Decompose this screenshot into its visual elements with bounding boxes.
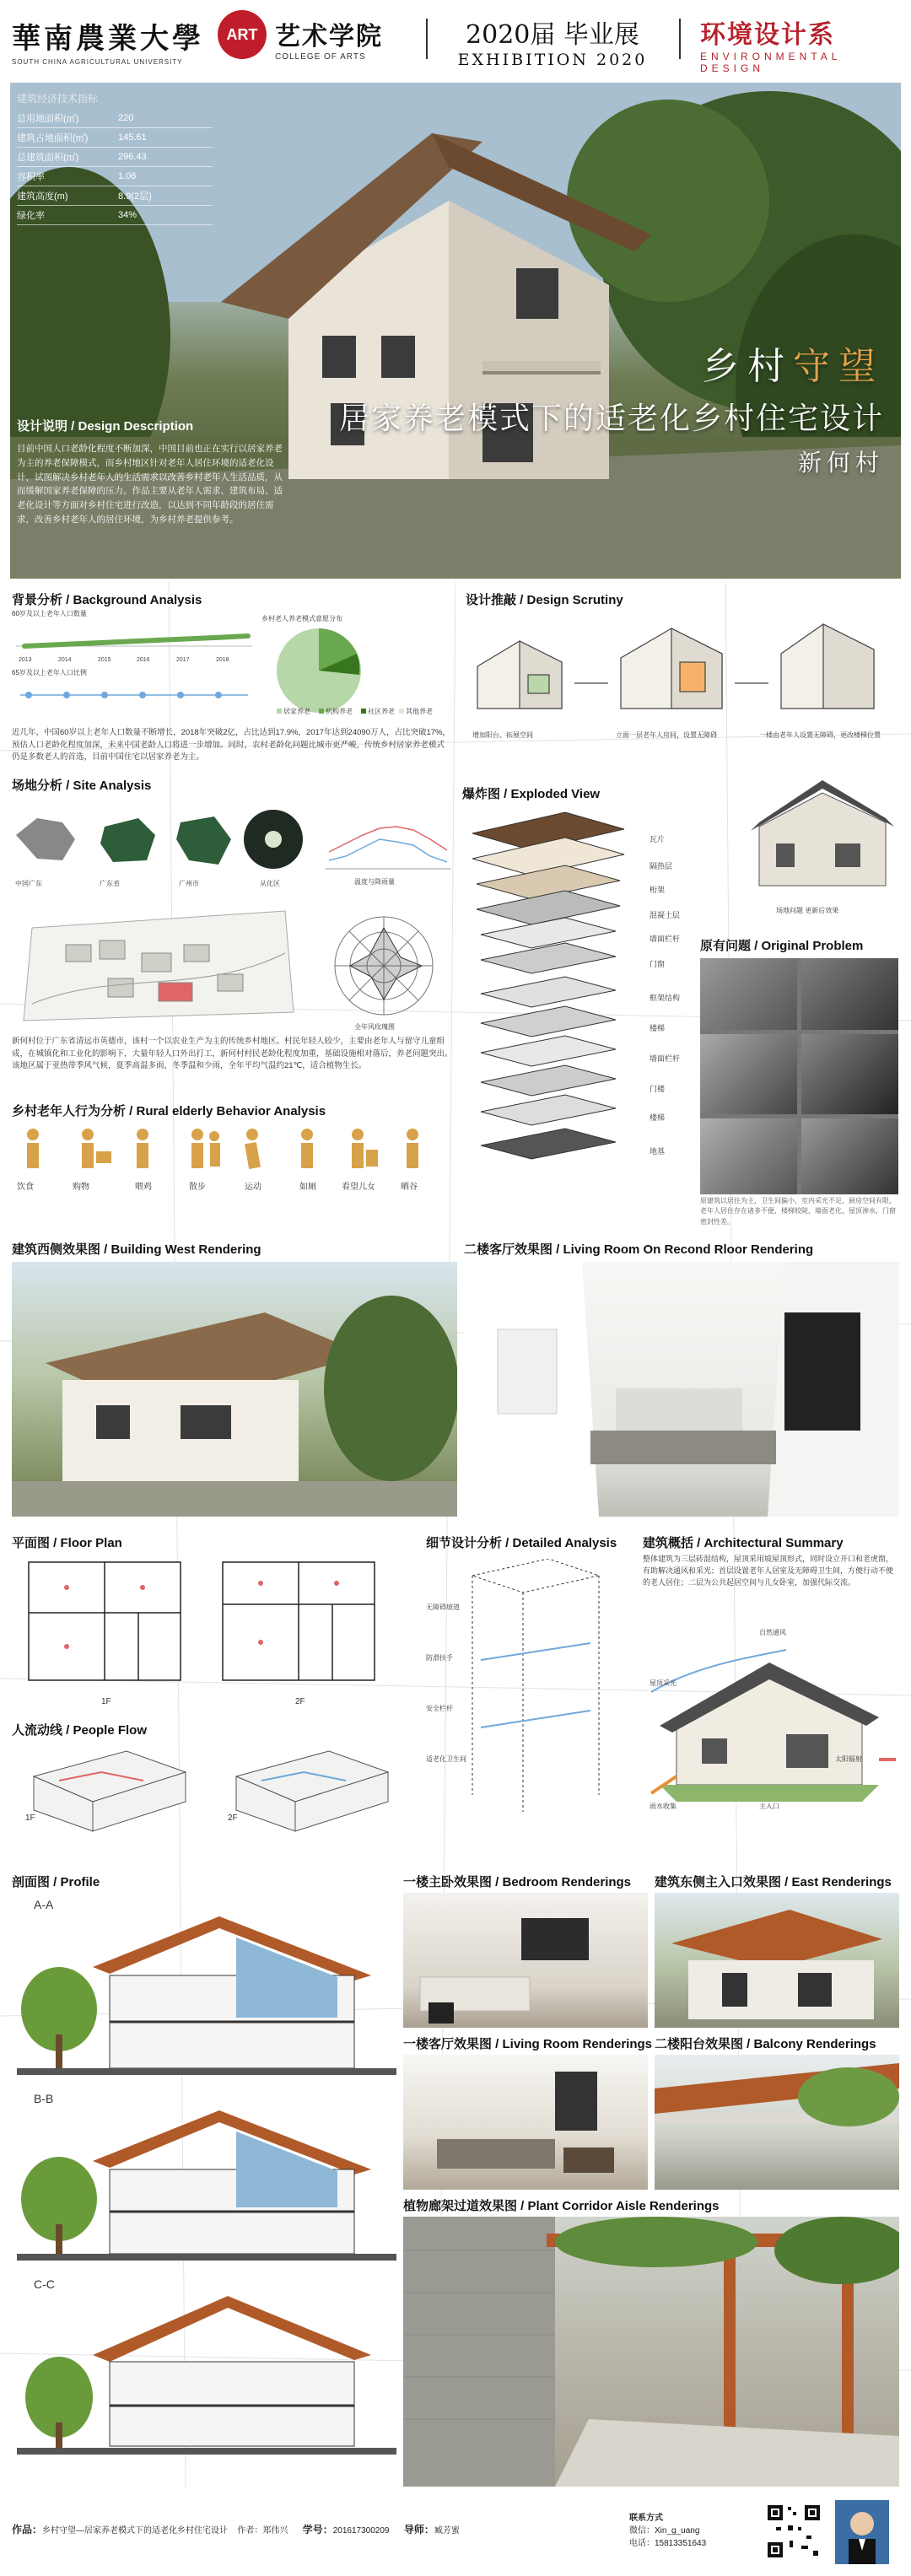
behavior-analysis-title: 乡村老年人行为分析 / Rural elderly Behavior Analysis — [12, 1104, 326, 1118]
detail-label: 无障碍坡道 — [426, 1603, 460, 1611]
architectural-summary-text: 整体建筑为三层砖混结构，屋顶采用坡屋顶形式，同时设立开口和老虎窗，有助解决通风和采光；首层设置老年人居室及无障碍卫生间，方便行动不便的老人居住；二层为公共起居空间与儿女卧室，加强代际交流。 — [643, 1555, 894, 1587]
author-portrait-illustration — [835, 2500, 889, 2564]
section-label: B-B — [34, 2092, 54, 2105]
project-title — [277, 336, 884, 478]
corridor-rendering-title: 植物廊架过道效果图 / Plant Corridor Aisle Renderings — [403, 2199, 720, 2213]
footer-author-label: 作者： — [237, 2526, 263, 2536]
summary-label: 主入口 — [759, 1803, 779, 1810]
exploded-label: 隔热层 — [650, 862, 673, 870]
exploded-label: 楼梯 — [650, 1113, 666, 1122]
table-key: 总建筑面积(㎡) — [17, 153, 79, 163]
university-logo — [12, 15, 206, 66]
behavior-label: 散步 — [189, 1183, 206, 1192]
department-name-cn: 环境设计系 — [700, 21, 835, 49]
poster-header — [0, 0, 911, 78]
qr-code-icon — [764, 2502, 823, 2561]
exhibition-title — [447, 13, 658, 69]
detail-analysis-title: 细节设计分析 / Detailed Analysis — [426, 1536, 617, 1550]
pension-mode-pie-chart — [268, 624, 437, 717]
footer-advisor-label: 导师： — [403, 2524, 434, 2536]
section-label: C-C — [34, 2277, 55, 2291]
west-rendering-image — [12, 1262, 457, 1517]
summary-label: 雨水收集 — [650, 1803, 677, 1810]
table-row — [17, 206, 213, 225]
east-rendering-title: 建筑东侧主入口效果图 / East Renderings — [655, 1875, 892, 1889]
table-row — [17, 109, 213, 128]
legend-item: 居家养老 — [283, 708, 310, 715]
site-analysis-title: 场地分析 / Site Analysis — [12, 779, 152, 793]
pie-chart-title: 乡村老人养老模式意愿分布 — [261, 615, 342, 622]
detail-label: 防滑扶手 — [426, 1654, 453, 1662]
year-tick: 2017 — [176, 657, 190, 663]
elderly-population-line-chart — [12, 621, 256, 667]
behavior-label: 运动 — [245, 1183, 261, 1192]
exhibition-title-en: EXHIBITION 2020 — [457, 51, 648, 69]
project-title-main-b: 守望 — [793, 345, 884, 388]
exploded-label: 楼梯 — [650, 1024, 666, 1032]
footer-id-label: 学号： — [302, 2524, 333, 2536]
table-key: 容积率 — [17, 172, 45, 182]
college-name-cn: 艺术学院 — [275, 22, 383, 51]
author-portrait — [835, 2500, 889, 2564]
living-room-1f-title: 一楼客厅效果图 / Living Room Renderings — [403, 2037, 653, 2051]
site-plan-illustration — [15, 894, 302, 1029]
architectural-summary-model — [643, 1633, 899, 1819]
contact-info — [629, 2512, 756, 2550]
exploded-label: 地基 — [650, 1147, 666, 1156]
exploded-label: 框架结构 — [650, 994, 681, 1002]
contact-title: 联系方式 — [629, 2514, 663, 2523]
year-tick: 2016 — [137, 657, 150, 663]
map-caption: 广东省 — [100, 880, 120, 887]
wind-rose-chart — [321, 911, 447, 1021]
people-flow-diagrams — [25, 1743, 396, 1835]
section-a-a-drawing — [17, 1908, 396, 2085]
section-b-b-drawing — [17, 2102, 396, 2271]
living-room-2f-title: 二楼客厅效果图 / Living Room On Recond Rloor Rendering — [464, 1242, 814, 1257]
table-row — [17, 148, 213, 167]
table-value: 34% — [118, 210, 137, 220]
legend-item: 社区养老 — [368, 708, 395, 715]
location-maps — [12, 801, 315, 877]
year-tick: 2018 — [216, 657, 229, 663]
background-analysis-title: 背景分析 / Background Analysis — [12, 593, 202, 607]
west-rendering-illustration — [12, 1262, 457, 1517]
problem-photo — [801, 958, 898, 1030]
table-value: 8.9(2层) — [118, 191, 152, 202]
exploded-label: 混凝土层 — [650, 911, 681, 919]
profile-title: 剖面图 / Profile — [12, 1875, 100, 1889]
bedroom-rendering-title: 一楼主卧效果图 / Bedroom Renderings — [403, 1875, 632, 1889]
footer-advisor-value: 臧芳蜜 — [434, 2526, 460, 2536]
chart-label: 65岁及以上老年人口比例 — [12, 669, 87, 676]
section-label: A-A — [34, 1898, 54, 1911]
department-title — [700, 13, 903, 74]
map-caption: 从化区 — [260, 880, 280, 887]
elderly-ratio-bar-chart — [12, 678, 256, 720]
behavior-icons — [12, 1124, 450, 1179]
college-name-en: COLLEGE OF ARTS — [275, 52, 366, 62]
project-title-main-a: 乡村 — [702, 345, 793, 388]
table-row — [17, 186, 213, 206]
floor-plan-drawings — [12, 1554, 391, 1697]
background-analysis-text: 近几年，中国60岁以上老年人口数量不断增长，2018年突破2亿，占比达到17.9%，2017年达到24090万人，占比突破17%，预估人口老龄化程度加深，未来中国老龄人口将进一步增加。同时，农村老龄化问题比城市更严峻，传统乡村居家养老模式仍是多数老人的首选，目前中国住宅以居家养老为主。 — [12, 728, 450, 763]
original-model-caption: 场地问题 更新后效果 — [776, 907, 839, 914]
design-description-body: 目前中国人口老龄化程度不断加深，中国目前也正在实行以居家养老为主的养老保障模式，而乡村地区针对老年人居住环境的适老化设计，试图解决乡村老年人的生活需求以改善乡村老年人生活品质，从而缓解国家养老保障的压力。作品主要从老年人需求、建筑布局、适老化设计等方面对乡村住宅进行改造，以达到不同年龄段的居住需求，改善乡村老年人的居住环境，为乡村养老提供参考。 — [17, 444, 283, 525]
table-row — [17, 128, 213, 148]
table-key: 建筑高度(m) — [17, 191, 68, 202]
table-key: 绿化率 — [17, 211, 45, 221]
problem-photo — [700, 958, 797, 1030]
west-rendering-title: 建筑西侧效果图 / Building West Rendering — [12, 1242, 261, 1257]
table-value: 220 — [118, 113, 134, 123]
wind-rose-caption: 全年风玫瑰图 — [354, 1023, 395, 1031]
year-tick: 2014 — [58, 657, 72, 663]
site-analysis-text: 新何村位于广东省清远市英德市，该村一个以农业生产为主的传统乡村地区。村民年轻人较少，主要由老年人与留守儿童组成，在城镇化和工业化的影响下，大量年轻人口外出打工，新何村村民老龄化程度加重，基础设施相对落后，养老问题突出。该地区属于亚热带季风气候，夏季高温多雨，冬季温和少雨，全年平均气温约21℃，适合植物生长。 — [12, 1037, 453, 1071]
exploded-label: 门窗 — [650, 960, 666, 968]
architectural-summary-title: 建筑概括 / Architectural Summary — [643, 1536, 844, 1550]
header-divider — [426, 19, 428, 59]
living-room-1f-image — [403, 2055, 648, 2190]
project-village: 新何村 — [797, 449, 884, 477]
corridor-illustration — [403, 2217, 899, 2487]
table-key: 总用地面积(㎡) — [17, 114, 79, 124]
contact-wechat: 微信：Xin_g_uang — [629, 2526, 700, 2536]
climate-chart — [321, 810, 456, 877]
detail-label: 适老化卫生间 — [426, 1755, 466, 1763]
detail-label: 安全栏杆 — [426, 1705, 453, 1712]
problem-photo — [700, 1034, 797, 1114]
design-description — [17, 417, 287, 527]
footer-work-label: 作品： — [12, 2524, 43, 2536]
floor-plan-title: 平面图 / Floor Plan — [12, 1536, 122, 1550]
climate-caption: 温度与降雨量 — [354, 878, 395, 886]
balcony-rendering-image — [655, 2055, 899, 2190]
behavior-label: 看望儿女 — [342, 1183, 375, 1192]
year-tick: 2015 — [98, 657, 111, 663]
university-name-en: SOUTH CHINA AGRICULTURAL UNIVERSITY — [12, 58, 183, 66]
table-row — [17, 167, 213, 186]
design-scrutiny-diagrams — [469, 616, 899, 725]
problem-photo — [801, 1118, 898, 1194]
design-description-title: 设计说明 / Design Description — [17, 419, 194, 434]
behavior-label: 喂鸡 — [135, 1183, 152, 1192]
year-tick: 2013 — [19, 657, 32, 663]
header-divider — [679, 19, 681, 59]
original-problem-text: 原建筑以居住为主，卫生间偏小，室内采光不足，厨房空间有限，老年人居住存在诸多不便，楼梯较陡，墙面老化，屋顶渗水，门窗密封性差。 — [700, 1197, 896, 1226]
table-value: 145.61 — [118, 132, 147, 143]
corridor-rendering-image — [403, 2217, 899, 2487]
exploded-view-title: 爆炸图 / Exploded View — [462, 787, 601, 801]
footer-id-value: 201617300209 — [332, 2526, 390, 2536]
legend-item: 其他养老 — [406, 708, 433, 715]
exploded-label: 门楼 — [650, 1085, 666, 1093]
problem-photo — [700, 1118, 797, 1194]
living-room-2f-image — [464, 1262, 899, 1517]
detail-analysis-diagram — [447, 1559, 616, 1812]
balcony-illustration — [655, 2055, 899, 2190]
east-illustration — [655, 1893, 899, 2028]
contact-phone: 电话：15813351643 — [629, 2539, 707, 2548]
people-flow-title: 人流动线 / People Flow — [12, 1723, 148, 1738]
original-problem-title: 原有问题 / Original Problem — [700, 939, 864, 953]
table-key: 建筑占地面积(㎡) — [17, 133, 89, 143]
summary-label: 太阳辐射 — [835, 1755, 862, 1763]
scrutiny-caption: 立面一层老年人房间，设置无障碍 — [616, 731, 717, 739]
university-name-cn: 華南農業大學 — [12, 22, 204, 56]
art-badge-logo: ART — [218, 10, 267, 59]
east-rendering-image — [655, 1893, 899, 2028]
map-caption: 广州市 — [179, 880, 199, 887]
section-c-c-drawing — [17, 2288, 396, 2465]
project-subtitle: 居家养老模式下的适老化乡村住宅设计 — [338, 401, 884, 436]
exploded-label: 墙面栏杆 — [650, 935, 681, 943]
exploded-label: 瓦片 — [650, 835, 666, 843]
people-flow-label: 1F — [25, 1813, 35, 1823]
living-room-1f-illustration — [403, 2055, 648, 2190]
table-value: 1.06 — [118, 171, 137, 181]
floor-plan-label: 2F — [295, 1697, 305, 1706]
map-caption: 中国广东 — [15, 880, 42, 887]
project-title-main — [277, 336, 884, 390]
balcony-rendering-title: 二楼阳台效果图 / Balcony Renderings — [655, 2037, 876, 2051]
behavior-label: 晒谷 — [401, 1183, 418, 1192]
original-house-model — [742, 776, 903, 903]
exhibition-title-cn: 2020届 毕业展 — [466, 20, 639, 50]
footer-author-value: 郑伟兴 — [262, 2526, 288, 2536]
exploded-label: 墙面栏杆 — [650, 1054, 681, 1063]
college-logo — [275, 15, 383, 62]
floor-plan-label: 1F — [101, 1697, 111, 1706]
problem-photo — [801, 1034, 898, 1114]
exploded-view-diagram — [464, 808, 666, 1188]
footer-credits — [12, 2522, 619, 2536]
behavior-label: 购物 — [73, 1183, 89, 1192]
people-flow-label: 2F — [228, 1813, 238, 1823]
technical-indicators-table — [17, 91, 213, 225]
technical-indicators-title: 建筑经济技术指标 — [17, 93, 99, 105]
bedroom-rendering-image — [403, 1893, 648, 2028]
scrutiny-caption: 增加阳台、拓展空间 — [472, 731, 533, 739]
design-scrutiny-title: 设计推敲 / Design Scrutiny — [466, 593, 623, 607]
behavior-label: 如厕 — [299, 1183, 316, 1192]
original-problem-photos — [700, 958, 898, 1194]
summary-label: 自然通风 — [759, 1629, 786, 1636]
summary-label: 屋顶采光 — [650, 1679, 677, 1687]
hero-rendering — [10, 83, 901, 579]
bedroom-illustration — [403, 1893, 648, 2028]
legend-item: 机构养老 — [326, 708, 353, 715]
living-room-2f-illustration — [464, 1262, 899, 1517]
table-value: 296.43 — [118, 152, 147, 162]
behavior-label: 饮食 — [17, 1183, 34, 1192]
chart-label: 60岁及以上老年人口数量 — [12, 610, 87, 617]
scrutiny-caption: 一楼由老年人设置无障碍，更改楼梯位置 — [759, 731, 881, 739]
department-name-en: ENVIRONMENTAL DESIGN — [700, 51, 842, 74]
exploded-label: 桁架 — [650, 886, 666, 894]
footer-work-value: 乡村守望—居家养老模式下的适老化乡村住宅设计 — [42, 2526, 229, 2536]
